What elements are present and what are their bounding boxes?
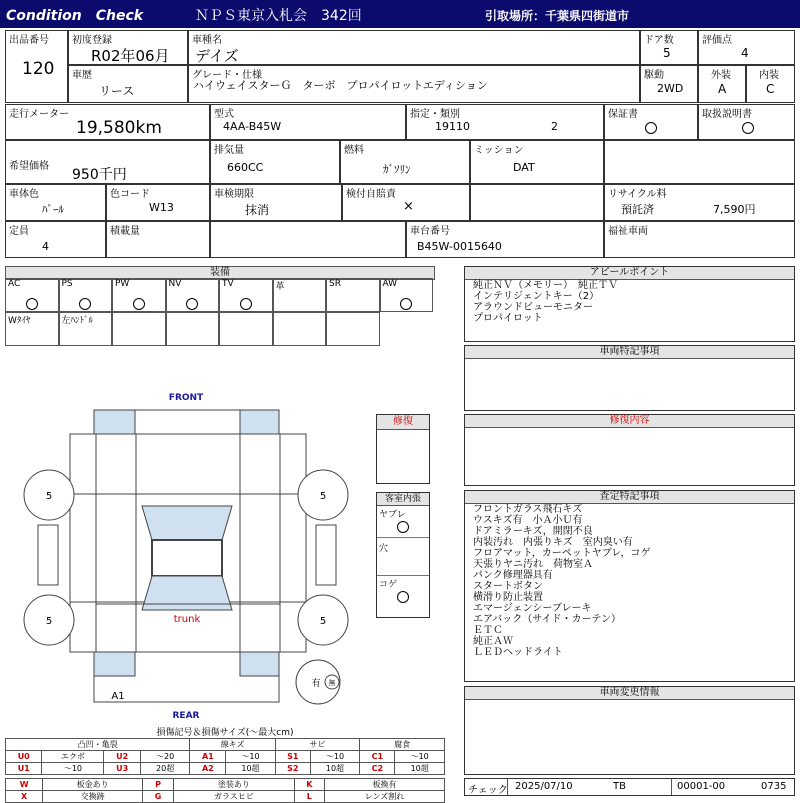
recycle-status: 預託済 — [621, 203, 654, 216]
legend-desc: 〜10 — [310, 751, 360, 763]
car-damage-diagram — [0, 388, 376, 722]
score: 4 — [741, 46, 749, 60]
equipment-circle-icon — [79, 298, 91, 310]
equipment-extra-label: Wﾀｲﾔ — [8, 316, 31, 326]
legend-desc: 20超 — [140, 763, 190, 775]
equipment-label: TV — [222, 279, 234, 289]
change-info-title: 車両変更情報 — [465, 687, 794, 700]
damage-legend — [5, 728, 445, 803]
score-cell — [698, 30, 795, 65]
cabin-hole-label: 穴 — [379, 544, 389, 554]
damage-mark-a1: A1 — [111, 691, 125, 702]
legend-code: W — [6, 779, 43, 791]
liability-cell — [342, 184, 470, 221]
inspection-note-line: エマージェンシーブレーキ — [473, 603, 592, 614]
chassis-cell — [406, 221, 604, 258]
repair-box — [376, 414, 430, 484]
repair-content-panel — [464, 414, 795, 486]
legend-code: U2 — [104, 751, 140, 763]
spare-present-label: 有 — [311, 679, 321, 689]
lot-cell — [5, 30, 68, 103]
chassis-label: 車台番号 — [410, 226, 450, 237]
lot-label: 出品番号 — [9, 35, 49, 46]
left-mirror-area — [38, 525, 58, 585]
footer-code-1: 00001-00 — [677, 781, 726, 792]
equipment-title: 装備 — [5, 266, 435, 280]
legend-code: A1 — [190, 751, 226, 763]
displacement-cell — [210, 140, 340, 184]
first-reg-cell — [68, 30, 188, 65]
mission: DAT — [513, 161, 535, 174]
history-label: 車歴 — [72, 70, 92, 81]
color-label: 車体色 — [9, 189, 39, 200]
capacity-label: 定員 — [9, 226, 29, 237]
int-cell — [746, 65, 795, 103]
legend-desc: 10超 — [395, 763, 445, 775]
check-date: 2025/07/10 — [515, 781, 573, 792]
blank-cell-r3 — [604, 140, 795, 184]
grade-label: グレード・仕様 — [192, 70, 262, 81]
appeal-line: アラウンドビューモニター — [473, 302, 593, 313]
grade: ハイウェイスターＧ ターボ プロパイロットエディション — [193, 79, 488, 92]
color-code-cell — [106, 184, 210, 221]
equipment-sr — [326, 278, 380, 312]
drive-label: 駆動 — [644, 70, 664, 81]
rear-right-corner — [240, 652, 279, 676]
legend-code: U3 — [104, 763, 140, 775]
special-title: 車両特記事項 — [465, 346, 794, 359]
special-panel — [464, 345, 795, 411]
load-cell — [106, 221, 210, 258]
first-reg-label: 初度登録 — [72, 35, 112, 46]
legend-code: S2 — [275, 763, 310, 775]
tire-rl-value: 5 — [45, 616, 53, 627]
check-label: チェック — [468, 785, 508, 796]
front-left-corner — [94, 410, 135, 434]
legend-code: G — [142, 791, 173, 803]
footer-code-2: 0735 — [761, 781, 787, 792]
pickup-location: 引取場所：千葉県四街道市 — [485, 9, 630, 23]
rear-left-quarter — [96, 604, 136, 652]
equipment-label: NV — [168, 279, 182, 289]
right-side — [280, 494, 306, 602]
mission-cell — [470, 140, 604, 184]
appeal-line: インテリジェントキー（2） — [473, 291, 600, 302]
equipment-circle-icon — [400, 298, 412, 310]
equipment-panel — [5, 266, 433, 346]
appeal-lines — [473, 280, 618, 324]
tire-fl-value: 5 — [45, 491, 53, 502]
history-cell — [68, 65, 188, 103]
ext-cell — [698, 65, 746, 103]
change-info-panel — [464, 686, 795, 775]
rear-label: REAR — [172, 711, 200, 721]
designation-label: 指定・類別 — [410, 109, 460, 120]
inspection-note-line: 横滑り防止装置 — [473, 592, 543, 603]
inspection-note-line: 純正ＡＷ — [473, 636, 513, 647]
cabin-title: 客室内張 — [377, 493, 429, 506]
equipment-extra-label: 左ﾊﾝﾄﾞﾙ — [61, 316, 94, 326]
cabin-box — [376, 492, 430, 618]
car-name: デイズ — [195, 47, 239, 65]
legend-table — [5, 738, 445, 775]
car-name-label: 車種名 — [192, 35, 222, 46]
designation-cell — [406, 104, 604, 140]
capacity: 4 — [42, 240, 49, 253]
rear-left-corner — [94, 652, 135, 676]
legend-table-2 — [5, 778, 445, 803]
legend-code: K — [294, 779, 324, 791]
first-reg: R02年06月 — [91, 47, 170, 65]
inspection-notes-lines — [473, 504, 651, 658]
equipment-circle-icon — [186, 298, 198, 310]
equipment-extra-cell — [166, 312, 220, 346]
mission-label: ミッション — [474, 145, 524, 156]
drive-cell — [640, 65, 698, 103]
legend-code: C2 — [360, 763, 395, 775]
model-label: 型式 — [214, 109, 234, 120]
equipment-aw — [380, 278, 434, 312]
equipment-extra-cell — [5, 312, 59, 346]
fuel-cell — [340, 140, 470, 184]
equipment-tv — [219, 278, 273, 312]
check-tb: TB — [613, 781, 626, 792]
ext-label: 外装 — [711, 70, 731, 81]
legend-row-2 — [6, 763, 445, 775]
color: ﾊﾟｰﾙ — [42, 203, 64, 216]
cabin-tear-circle-icon — [397, 521, 409, 533]
inspection: 抹消 — [245, 203, 270, 217]
rear-window — [142, 576, 232, 610]
front-left-fender — [96, 434, 136, 494]
inspection-note-line: ＥＴＣ — [473, 625, 503, 636]
right-mirror-area — [316, 525, 336, 585]
front-right-corner — [240, 410, 279, 434]
recycle-label: リサイクル料 — [608, 189, 667, 200]
doors-cell — [640, 30, 698, 65]
inspection-note-line: ドアミラーキズ，開閉不良 — [473, 526, 593, 537]
roof — [152, 540, 222, 576]
legend-desc: 板金あり — [43, 779, 143, 791]
front-label: FRONT — [168, 393, 204, 403]
displacement: 660CC — [227, 161, 264, 174]
mileage: 19,580km — [76, 118, 162, 138]
left-side — [70, 494, 96, 602]
ext-grade: A — [718, 82, 727, 96]
legend-desc: レンズ割れ — [324, 791, 444, 803]
equipment-label: PS — [61, 279, 73, 289]
equipment-label: AW — [382, 279, 398, 289]
legend-code: U1 — [6, 763, 42, 775]
equipment-extra-cell — [326, 312, 380, 346]
equipment-extra-cell — [59, 312, 113, 346]
fuel: ｶﾞｿﾘﾝ — [383, 163, 411, 176]
legend-desc: 交換跡 — [43, 791, 143, 803]
legend-desc: エクボ — [42, 751, 104, 763]
int-label: 内装 — [759, 70, 779, 81]
legend-h1: 凸凹・亀裂 — [6, 739, 190, 751]
equipment-label: PW — [115, 279, 130, 289]
equipment-nv — [166, 278, 220, 312]
color-code-label: 色コード — [110, 189, 150, 200]
blank-cell-r5 — [210, 221, 406, 258]
grade-cell — [188, 65, 640, 103]
equipment-革 — [273, 278, 327, 312]
doors-label: ドア数 — [644, 35, 674, 46]
inspection-note-line: フロアマット，カーペットヤブレ，コゲ — [473, 548, 651, 559]
legend-h4: 腐食 — [360, 739, 445, 751]
legend-code: P — [142, 779, 173, 791]
equipment-ac — [5, 278, 59, 312]
appeal-line: 純正ＮＶ（メモリー） 純正ＴＶ — [473, 280, 618, 291]
designation: 19110 — [435, 120, 470, 133]
model-cell — [210, 104, 406, 140]
legend-row-1 — [6, 751, 445, 763]
cabin-burn-circle-icon — [397, 591, 409, 603]
equipment-extra-cell — [273, 312, 327, 346]
equipment-label: 革 — [275, 282, 285, 292]
price: 950千円 — [72, 167, 127, 183]
legend-h3: サビ — [275, 739, 359, 751]
legend-title: 損傷記号＆損傷サイズ(〜最大cm) — [156, 728, 294, 738]
inspection-note-line: フロントガラス飛石キズ — [473, 504, 583, 515]
spare-none-label: 無 — [328, 679, 336, 687]
legend-code: S1 — [275, 751, 310, 763]
inspection-note-line: スタートボタン — [473, 581, 543, 592]
recycle-cell — [604, 184, 795, 221]
score-label: 評価点 — [702, 35, 732, 46]
tire-fr-value: 5 — [319, 491, 327, 502]
front-section — [70, 434, 306, 494]
drive: 2WD — [657, 82, 684, 95]
equipment-label: AC — [8, 279, 21, 289]
history: リース — [99, 84, 135, 98]
inspection-note-line: ＬＥＤヘッドライト — [473, 647, 563, 658]
inspection-note-line: パンク修理器具有 — [473, 570, 553, 581]
color-cell — [5, 184, 106, 221]
legend-desc: 10超 — [310, 763, 360, 775]
manual-label: 取扱説明書 — [702, 109, 752, 120]
liability-label: 検付自賠責 — [346, 189, 396, 200]
manual-cell — [698, 104, 795, 140]
legend-desc: 板換有 — [324, 779, 444, 791]
footer-bar — [464, 778, 795, 796]
equipment-circle-icon — [240, 298, 252, 310]
mileage-label: 走行メーター — [9, 109, 69, 120]
header-bar — [0, 0, 800, 28]
appeal-title: アピールポイント — [465, 267, 794, 280]
equipment-label: SR — [329, 279, 341, 289]
legend-row-3 — [6, 779, 445, 791]
legend-code: A2 — [190, 763, 226, 775]
right-doors — [240, 494, 280, 604]
legend-desc: 塗装あり — [174, 779, 295, 791]
repair-content-title: 修復内容 — [465, 415, 794, 428]
car-name-cell — [188, 30, 640, 65]
legend-code: C1 — [360, 751, 395, 763]
trunk-label: trunk — [173, 614, 201, 625]
repair-title: 修復 — [377, 415, 429, 430]
auction-title: ＮＰＳ東京入札会 342回 — [195, 8, 362, 24]
fuel-label: 燃料 — [344, 145, 364, 156]
cabin-tear-label: ヤブレ — [379, 510, 406, 520]
inspection-note-line: エアバック（サイド・カーテン） — [473, 614, 621, 625]
warranty-circle-icon — [645, 122, 657, 134]
load-label: 積載量 — [110, 226, 140, 237]
legend-code: L — [294, 791, 324, 803]
capacity-cell — [5, 221, 106, 258]
manual-circle-icon — [742, 122, 754, 134]
welfare-cell — [604, 221, 795, 258]
equipment-circle-icon — [133, 298, 145, 310]
inspection-note-line: ウスキズ有 小Ａ小Ｕ有 — [473, 515, 583, 526]
front-right-fender — [240, 434, 280, 494]
inspection-cell — [210, 184, 342, 221]
rear-right-quarter — [240, 604, 280, 652]
legend-desc: 〜10 — [42, 763, 104, 775]
equipment-pw — [112, 278, 166, 312]
welfare-label: 福祉車両 — [608, 226, 648, 237]
header-left: Condition Check — [6, 8, 144, 24]
legend-desc: 〜10 — [226, 751, 276, 763]
equipment-extra-cell — [219, 312, 273, 346]
equipment-ps — [59, 278, 113, 312]
recycle-fee: 7,590円 — [713, 203, 756, 216]
class-number: 2 — [551, 120, 558, 133]
legend-desc: 10超 — [226, 763, 276, 775]
cabin-burn-label: コゲ — [379, 580, 398, 590]
doors: 5 — [663, 46, 671, 60]
legend-row-4 — [6, 791, 445, 803]
equipment-extra-cell — [112, 312, 166, 346]
inspection-note-line: 天張りヤニ汚れ 荷物室Ａ — [473, 559, 593, 570]
legend-desc: ガラスヒビ — [174, 791, 295, 803]
chassis-number: B45W-0015640 — [417, 240, 502, 253]
displacement-label: 排気量 — [214, 145, 244, 156]
equipment-circle-icon — [26, 298, 38, 310]
legend-desc: 〜10 — [395, 751, 445, 763]
warranty-cell — [604, 104, 698, 140]
legend-desc: 〜20 — [140, 751, 190, 763]
liability: × — [403, 199, 414, 214]
warranty-label: 保証書 — [608, 109, 638, 120]
lot-number: 120 — [22, 59, 55, 79]
mileage-cell — [5, 104, 210, 140]
blank-cell-r4 — [470, 184, 604, 221]
int-grade: C — [766, 82, 775, 96]
inspection-notes-panel — [464, 490, 795, 682]
legend-h2: 線キズ — [190, 739, 275, 751]
appeal-line: プロパイロット — [473, 313, 543, 324]
inspection-notes-title: 査定特記事項 — [465, 491, 794, 504]
color-code: W13 — [149, 201, 174, 214]
windshield — [142, 506, 232, 540]
inspection-note-line: 内装汚れ 内張りキズ 室内臭い有 — [473, 537, 633, 548]
model: 4AA-B45W — [223, 120, 282, 133]
tire-rr-value: 5 — [319, 616, 327, 627]
left-doors — [96, 494, 136, 604]
appeal-panel — [464, 266, 795, 342]
price-cell — [5, 140, 210, 184]
legend-code: X — [6, 791, 43, 803]
inspection-label: 車検期限 — [214, 189, 254, 200]
legend-code: U0 — [6, 751, 42, 763]
price-label: 希望価格 — [9, 161, 49, 172]
